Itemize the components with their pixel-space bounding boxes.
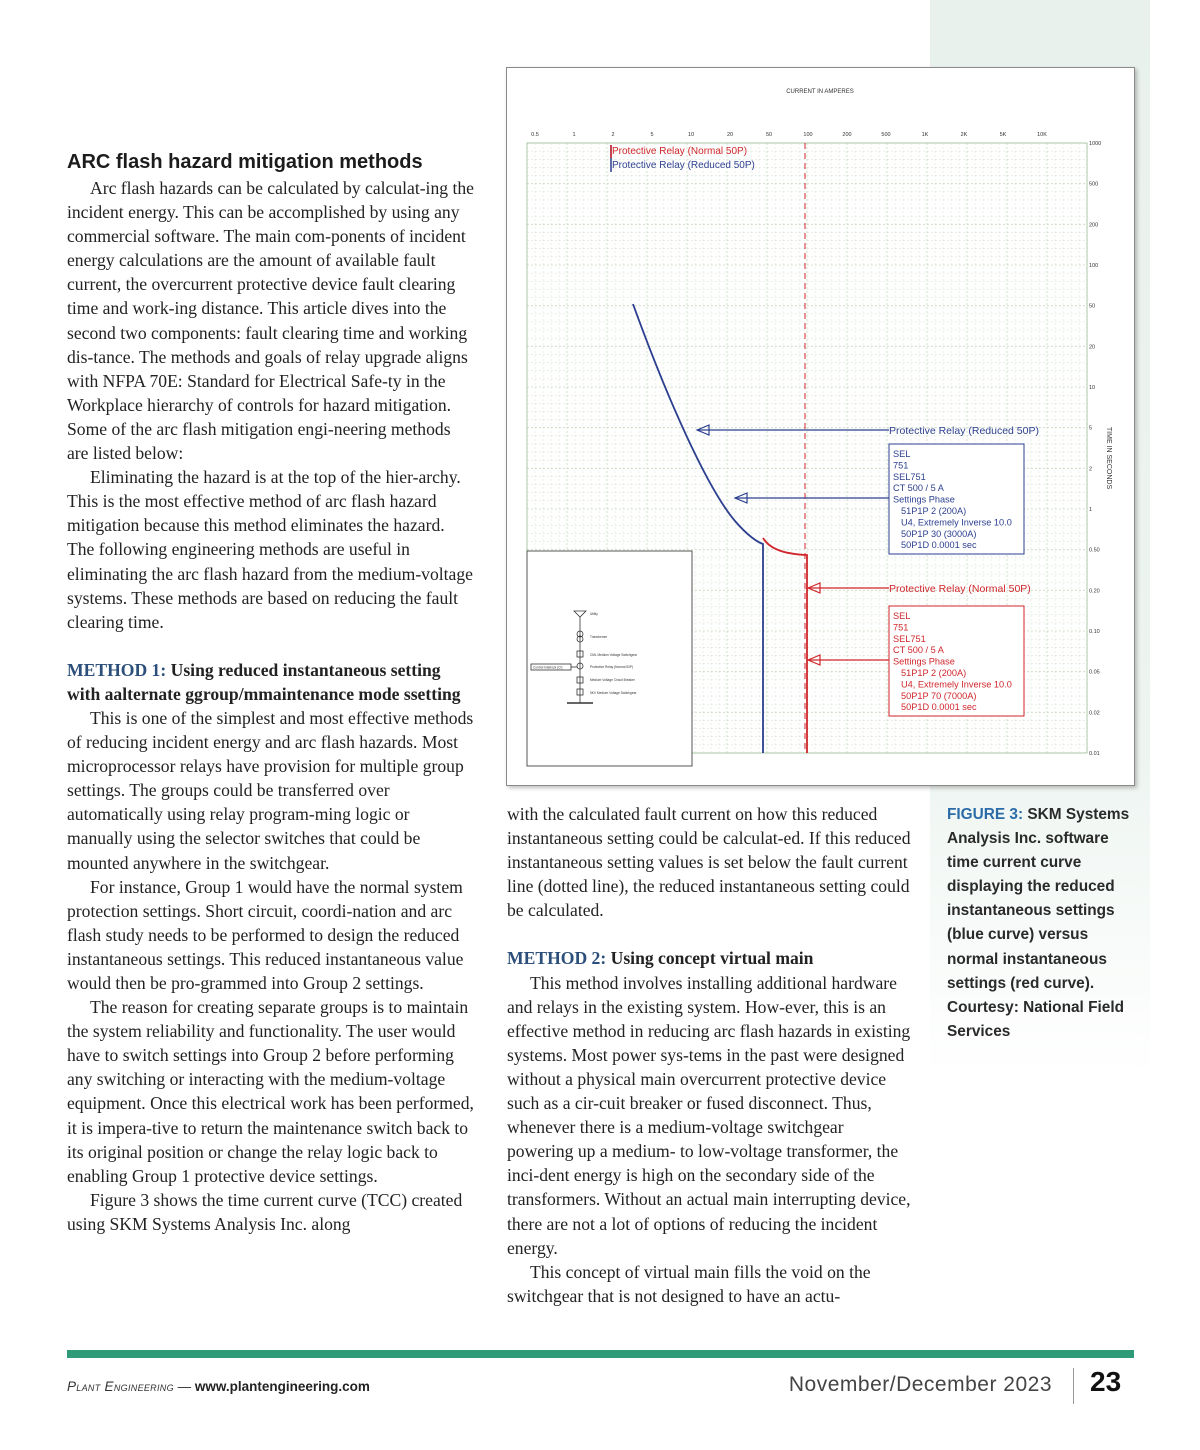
settings-line: CT 500 / 5 A <box>893 645 944 656</box>
legend-reduced: Protective Relay (Reduced 50P) <box>612 160 755 171</box>
y-tick-label: 5 <box>1089 425 1093 432</box>
settings-line: Settings Phase <box>893 656 955 667</box>
y-tick-label: 0.20 <box>1089 588 1100 595</box>
paragraph: This is one of the simplest and most effective methods of reducing incident energy and arc flash hazards. Most microprocessor relays have provision for multiple group settings. The groups could be transferred over automatically using relay program-ming logic or manually using the selector switches that could be mounted anywhere in the switchgear. <box>67 707 474 873</box>
settings-line: CT 500 / 5 A <box>893 483 944 494</box>
y-tick-label: 50 <box>1089 303 1096 310</box>
x-tick-label: 200 <box>842 132 852 138</box>
x-tick-label: 5 <box>650 132 654 138</box>
y-tick-label: 0.10 <box>1089 629 1100 635</box>
settings-line: SEL <box>893 611 911 621</box>
section-heading: ARC flash hazard mitigation methods <box>67 151 423 173</box>
footer-publication <box>67 1379 370 1394</box>
normal-box-title: Protective Relay (Normal 50P) <box>889 583 1031 595</box>
y-tick-label: 500 <box>1089 181 1099 188</box>
y-axis-title: TIME IN SECONDS <box>1105 426 1112 490</box>
text-column-1 <box>67 176 475 1236</box>
x-tick-label: 1K <box>921 132 929 138</box>
caption-label: FIGURE 3: <box>947 806 1024 823</box>
y-tick-label: 0.01 <box>1089 751 1100 757</box>
publication-name: Plant Engineering <box>67 1379 174 1394</box>
text-column-2 <box>507 802 913 1308</box>
website-link[interactable]: www.plantengineering.com <box>194 1379 370 1394</box>
paragraph: This method involves installing additional hardware and relays in the existing system. How-ever, this is an effective method in reducing arc flash hazards in existing systems. Most power sys-tems in the past were designed without a physical main overcurrent protective device such as a cir-cuit breaker or fused disconnect. Thus, whenever there is a medium-voltage switchgear powering up a medium- to low-voltage transformer, the inci-dent energy is high on the secondary side of the transformers. Without an actual main interrupting device, there are not a lot of options of reducing the incident energy. <box>507 972 911 1258</box>
x-tick-label: 20 <box>726 132 734 138</box>
figure-caption <box>947 803 1142 1044</box>
paragraph: with the calculated fault current on how this reduced instantaneous setting could be calculat-ed. If this reduced instantaneous setting values is set below the fault current line (dotted line), the reduced instantaneous setting could be calculated. <box>507 804 911 921</box>
y-tick-label: 0.05 <box>1089 669 1100 676</box>
settings-line: Settings Phase <box>893 494 955 505</box>
figure-3-tcc <box>506 67 1135 786</box>
arrow-reduced-upper <box>697 425 889 435</box>
x-tick-label: 500 <box>881 132 891 138</box>
y-tick-label: 1 <box>1089 507 1093 513</box>
method-1-title: Using reduced instantaneous setting with aalternate ggroup/mmaintenance mode ssetting <box>67 659 461 704</box>
settings-line: U4, Extremely Inverse 10.0 <box>901 679 1012 690</box>
arrow-normal-upper <box>808 583 889 593</box>
paragraph: This concept of virtual main fills the void on the switchgear that is not designed to have an actu- <box>507 1261 871 1306</box>
paragraph: The reason for creating separate groups is to maintain the system reliability and functionality. The user would have to switch settings into Group 2 before performing any switching or interacting with the medium-voltage equipment. Once this electrical work has been performed, it is impera-tive to return the maintenance switch back to its original position or change the relay logic back to enabling Group 1 protective device settings. <box>67 997 474 1186</box>
settings-line: 50P1P 30 (3000A) <box>901 528 977 539</box>
oneline-transformer: Transformer <box>590 635 608 639</box>
y-tick-label: 0.50 <box>1089 547 1100 554</box>
settings-line: 751 <box>893 622 909 633</box>
arrow-reduced-lower <box>735 493 889 503</box>
x-tick-label: 2 <box>611 132 615 138</box>
settings-line: SEL <box>893 449 911 459</box>
settings-line: 51P1P 2 (200A) <box>901 668 967 678</box>
settings-line: 751 <box>893 460 909 471</box>
x-tick-labels <box>531 132 1047 138</box>
paragraph: Eliminating the hazard is at the top of the hier-archy. This is the most effective method of arc flash hazard mitigation because this method eliminates the hazard. The following engineering methods are useful in eliminating the arc flash hazard from the medium-voltage systems. These methods are based on reducing the fault clearing time. <box>67 467 473 632</box>
oneline-breaker: Medium Voltage Circuit Breaker <box>590 678 635 682</box>
reduced-box-title: Protective Relay (Reduced 50P) <box>889 425 1039 437</box>
paragraph: Figure 3 shows the time current curve (TCC) created using SKM Systems Analysis Inc. along <box>67 1189 463 1234</box>
settings-line: 51P1P 2 (200A) <box>901 506 967 516</box>
x-tick-label: 50 <box>765 132 773 138</box>
x-tick-label: 1 <box>572 132 576 138</box>
one-line-diagram <box>527 551 692 766</box>
settings-line: SEL751 <box>893 471 926 482</box>
oneline-utility: Utility <box>590 612 598 616</box>
x-tick-label: 0.5 <box>531 132 539 138</box>
paragraph: For instance, Group 1 would have the normal system protection settings. Short circuit, coordi-nation and arc flash study needs to be performed to design the reduced instantaneous settings. This reduced instantaneous value would then be pro-grammed into Group 2 settings. <box>67 876 464 993</box>
y-tick-labels <box>1089 141 1101 757</box>
footer-dash: — <box>177 1379 192 1394</box>
x-tick-label: 10 <box>687 132 695 138</box>
oneline-lv-switchgear: 5KV Medium Voltage Switchgear <box>590 691 637 695</box>
settings-line: 50P1D 0.0001 sec <box>901 540 977 551</box>
legend-normal: Protective Relay (Normal 50P) <box>612 146 748 157</box>
oneline-relay: Protective Relay (Normal 50P) <box>590 665 634 669</box>
oneline-switchgear: CML Medium Voltage Switchgear <box>590 653 638 657</box>
x-axis-title: CURRENT IN AMPERES <box>786 89 854 95</box>
method-2-label: METHOD 2: <box>507 948 607 969</box>
y-tick-label: 200 <box>1089 222 1099 229</box>
y-tick-label: 1000 <box>1089 141 1102 147</box>
method-2-title: Using concept virtual main <box>610 948 814 969</box>
y-tick-label: 10 <box>1089 385 1096 391</box>
method-2-heading <box>507 946 913 970</box>
settings-line: 50P1P 70 (7000A) <box>901 690 977 701</box>
y-tick-label: 100 <box>1089 263 1099 269</box>
issue-date: November/December 2023 <box>788 1373 1052 1396</box>
oneline-control: Control Interlock (CI) <box>533 665 563 670</box>
x-tick-label: 100 <box>803 132 813 138</box>
y-tick-label: 0.02 <box>1089 710 1100 717</box>
caption-text: SKM Systems Analysis Inc. software time current curve displaying the reduced instantaneous settings (blue curve) versus normal instantaneous settings (red curve). Courtesy: National Field Services <box>947 806 1130 1040</box>
settings-line: SEL751 <box>893 633 926 644</box>
x-tick-label: 5K <box>999 132 1007 138</box>
method-1-heading <box>67 658 475 706</box>
y-tick-label: 20 <box>1089 344 1096 351</box>
settings-line: 50P1D 0.0001 sec <box>901 702 977 713</box>
paragraph: Arc flash hazards can be calculated by calculat-ing the incident energy. This can be accomplished by using any commercial software. The main com-ponents of incident energy calculations are the amount of available fault current, the overcurrent protective device fault clearing time and work-ing distance. This article dives into the second two components: fault clearing time and working dis-tance. The methods and goals of relay upgrade aligns with NFPA 70E: Standard for Electrical Safe-ty in the Workplace hierarchy of controls for hazard mitigation. Some of the arc flash mitigation engi-neering methods are listed below: <box>67 178 474 464</box>
settings-line: U4, Extremely Inverse 10.0 <box>901 517 1012 528</box>
footer-divider <box>1073 1368 1074 1404</box>
page-number: 23 <box>1090 1366 1122 1397</box>
x-tick-label: 2K <box>960 132 968 138</box>
y-tick-label: 2 <box>1089 466 1093 473</box>
footer-rule <box>67 1350 1134 1358</box>
normal-curve-red <box>763 538 807 753</box>
method-1-label: METHOD 1: <box>67 659 167 680</box>
x-tick-label: 10K <box>1037 132 1047 138</box>
